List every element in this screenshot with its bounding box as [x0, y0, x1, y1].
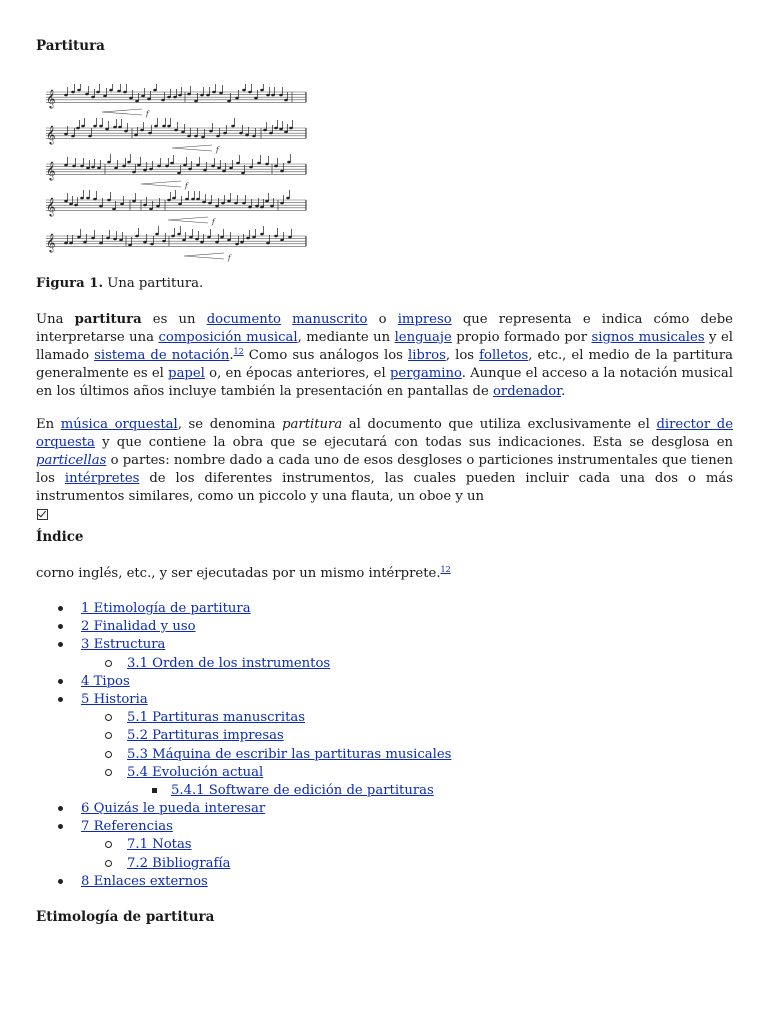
toc-link[interactable]: 7.1 Notas: [127, 837, 192, 853]
svg-text:𝄞: 𝄞: [46, 197, 56, 216]
toc-item: [36, 655, 636, 673]
toc-link[interactable]: 5 Historia: [81, 691, 148, 707]
sheet-music-icon: [44, 84, 314, 262]
link-ordenador[interactable]: ordenador: [492, 384, 562, 399]
toc-item: [36, 800, 636, 818]
link-signos-musicales[interactable]: signos musicales: [591, 330, 705, 345]
bullet-icon: [105, 836, 112, 854]
toc-link[interactable]: 3.1 Orden de los instrumentos: [127, 655, 331, 671]
link-sistema-de-notacion[interactable]: sistema de notación: [94, 348, 230, 363]
toc-link[interactable]: 5.1 Partituras manuscritas: [127, 710, 306, 726]
toc-item: [36, 836, 636, 854]
figure-caption: [36, 276, 203, 291]
footnote-ref[interactable]: 12: [233, 347, 244, 356]
toc-item: [36, 673, 636, 691]
toc-link[interactable]: 5.4 Evolución actual: [127, 764, 264, 780]
continuation-text: corno inglés, etc., y ser ejecutadas por un mismo intérprete.$^{12}$: [36, 565, 451, 581]
toc-heading: Índice: [36, 529, 84, 545]
svg-text:𝄞: 𝄞: [46, 89, 56, 108]
link-director-de-orquesta[interactable]: director de orquesta: [36, 417, 733, 450]
checkbox-icon[interactable]: [37, 509, 48, 520]
link-particellas[interactable]: particellas: [36, 453, 107, 468]
section-heading: Etimología de partitura: [36, 909, 215, 925]
link-folletos[interactable]: folletos: [479, 348, 529, 363]
bullet-icon: [58, 873, 63, 891]
link-composicion-musical[interactable]: composición musical: [158, 330, 298, 345]
caption-text: Una partitura.: [103, 276, 204, 291]
bullet-icon: [105, 727, 112, 745]
toc-item: [36, 855, 636, 873]
orchestral-paragraph: En música orquestal, se denomina partitura al documento que utiliza exclusivamente el director de orquesta y que contiene la obra que se ejecutará con todas sus indicaciones. Esta se desglosa en particellas o partes: nombre dado a cada uno de esos desgloses o particiones instrumentales que tienen los intérpretes de los diferentes instrumentos, las cuales pueden incluir cada una dos o más instrumentos similares, como un piccolo y una flauta, un oboe y un: [36, 416, 733, 524]
toc-link[interactable]: 4 Tipos: [81, 673, 130, 689]
toc-item: [36, 709, 636, 727]
bullet-icon: [58, 691, 63, 709]
link-documento[interactable]: documento: [206, 312, 281, 327]
bullet-icon: [58, 636, 63, 654]
link-lenguaje[interactable]: lenguaje: [394, 330, 452, 345]
toc-item: [36, 636, 636, 654]
svg-text:f: f: [212, 218, 215, 226]
link-papel[interactable]: papel: [168, 366, 205, 381]
toc-item: [36, 873, 636, 891]
table-of-contents: [36, 600, 636, 891]
toc-item: [36, 691, 636, 709]
bullet-icon: [105, 709, 112, 727]
toc-link[interactable]: 5.2 Partituras impresas: [127, 728, 284, 744]
svg-text:𝄞: 𝄞: [46, 161, 56, 180]
toc-link[interactable]: 5.3 Máquina de escribir las partituras musicales: [127, 746, 452, 762]
toc-link[interactable]: 3 Estructura: [81, 637, 166, 653]
svg-text:𝄞: 𝄞: [46, 233, 56, 252]
bullet-icon: [58, 600, 63, 618]
toc-item: [36, 764, 636, 782]
link-pergamino[interactable]: pergamino: [389, 366, 462, 381]
link-musica-orquestal[interactable]: música orquestal: [60, 417, 178, 432]
bullet-icon: [105, 764, 112, 782]
toc-item: [36, 618, 636, 636]
toc-link[interactable]: 7 Referencias: [81, 819, 173, 835]
toc-item: [36, 727, 636, 745]
bullet-icon: [58, 618, 63, 636]
link-impreso[interactable]: impreso: [397, 312, 452, 327]
link-libros[interactable]: libros: [408, 348, 446, 363]
svg-text:f: f: [146, 110, 149, 118]
caption-label: Figura 1.: [36, 276, 104, 291]
toc-item: [36, 818, 636, 836]
svg-text:f: f: [185, 182, 188, 190]
svg-text:𝄞: 𝄞: [46, 125, 56, 144]
bullet-icon: [58, 800, 63, 818]
bullet-icon: [105, 655, 112, 673]
footnote-ref[interactable]: 12: [440, 565, 451, 574]
bullet-icon: [58, 818, 63, 836]
bullet-icon: [152, 782, 157, 800]
toc-link[interactable]: 6 Quizás le pueda interesar: [81, 801, 266, 817]
toc-link[interactable]: 1 Etimología de partitura: [81, 601, 251, 616]
toc-link[interactable]: 2 Finalidad y uso: [81, 619, 196, 635]
link-manuscrito[interactable]: manuscrito: [292, 312, 368, 327]
svg-text:f: f: [228, 254, 231, 262]
page-title: Partitura: [36, 38, 105, 54]
toc-item: [36, 600, 636, 618]
toc-item: [36, 746, 636, 764]
bullet-icon: [105, 855, 112, 873]
link-interpretes[interactable]: intérpretes: [64, 471, 140, 486]
toc-link[interactable]: 7.2 Bibliografía: [127, 855, 231, 871]
intro-paragraph: Una partitura es un documento manuscrito o impreso que representa e indica cómo debe interpretarse una composición musical, mediante un lenguaje propio formado por signos musicales y el llamado sistema de notación.$^{12}$ Como sus análogos los libros, los folletos, etc., el medio de la partitura generalmente es el papel o, en épocas anteriores, el pergamino. Aunque el acceso a la notación musical en los últimos años incluye también la presentación en pantallas de ordenador.: [36, 312, 733, 399]
bullet-icon: [58, 673, 63, 691]
toc-link[interactable]: 8 Enlaces externos: [81, 873, 208, 889]
toc-item: [36, 782, 636, 800]
svg-text:f: f: [216, 146, 219, 154]
bullet-icon: [105, 746, 112, 764]
toc-link[interactable]: 5.4.1 Software de edición de partituras: [171, 782, 434, 798]
